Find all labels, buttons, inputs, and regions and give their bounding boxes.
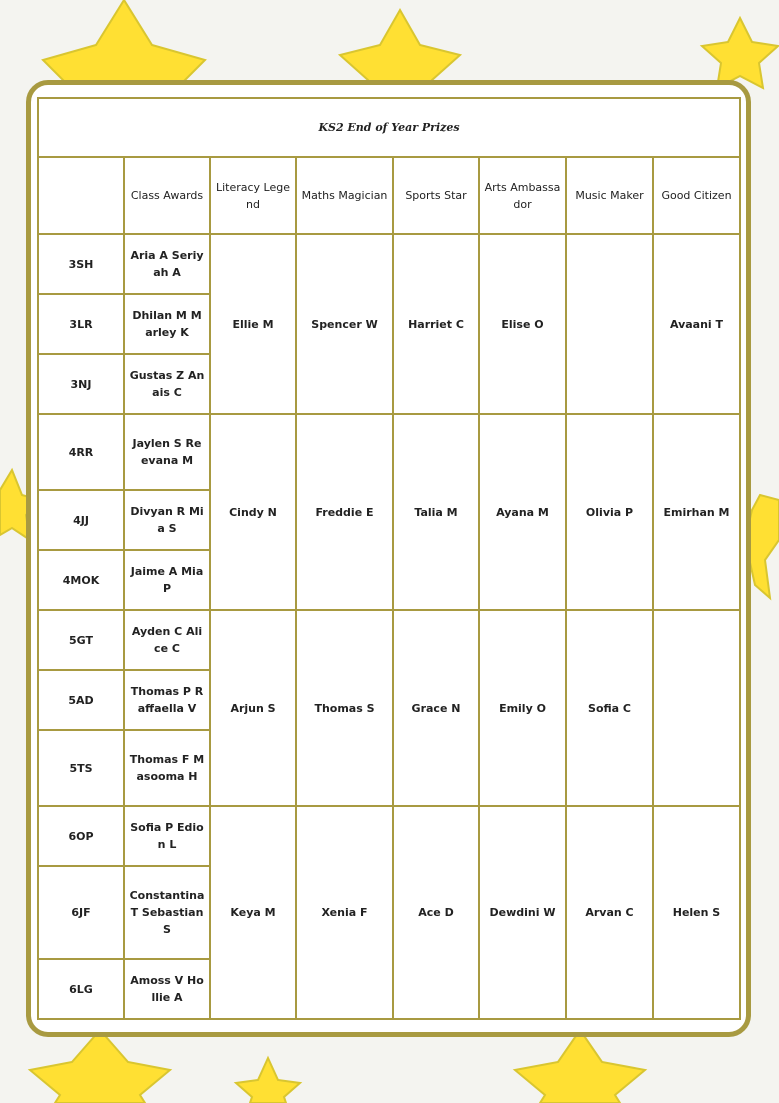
class-name: 3SH <box>38 234 124 294</box>
prize-winner-arts-ambassador: Elise O <box>479 234 566 414</box>
table-row <box>38 610 740 670</box>
prize-winner-arts-ambassador: Emily O <box>479 610 566 806</box>
header-class-awards: Class Awards <box>124 157 210 234</box>
prize-winner-arts-ambassador: Ayana M <box>479 414 566 610</box>
prize-winner-good-citizen <box>653 610 740 806</box>
star-icon <box>515 1030 645 1103</box>
prize-winner-sports-star: Grace N <box>393 610 479 806</box>
prize-winner-good-citizen: Avaani T <box>653 234 740 414</box>
class-award-names: Divyan R Mia S <box>124 490 210 550</box>
class-name: 6JF <box>38 866 124 959</box>
class-name: 5AD <box>38 670 124 730</box>
prize-winner-good-citizen: Helen S <box>653 806 740 1019</box>
header-sports-star: Sports Star <box>393 157 479 234</box>
header-arts-ambassador: Arts Ambassador <box>479 157 566 234</box>
class-name: 5GT <box>38 610 124 670</box>
star-icon <box>236 1058 300 1103</box>
class-award-names: Gustas Z Anais C <box>124 354 210 414</box>
prizes-table <box>37 97 741 1020</box>
star-icon <box>30 1030 170 1103</box>
prize-winner-literacy-legend: Arjun S <box>210 610 296 806</box>
page-title: KS2 End of Year Prizes <box>38 98 740 157</box>
prize-winner-literacy-legend: Keya M <box>210 806 296 1019</box>
prize-winner-music-maker: Arvan C <box>566 806 653 1019</box>
header-good-citizen: Good Citizen <box>653 157 740 234</box>
prize-winner-maths-magician: Xenia F <box>296 806 393 1019</box>
class-name: 3NJ <box>38 354 124 414</box>
table-row <box>38 806 740 866</box>
class-name: 4JJ <box>38 490 124 550</box>
prize-winner-arts-ambassador: Dewdini W <box>479 806 566 1019</box>
prize-winner-sports-star: Talia M <box>393 414 479 610</box>
class-award-names: Jaylen S Reevana M <box>124 414 210 490</box>
class-award-names: Thomas F Masooma H <box>124 730 210 806</box>
prize-winner-maths-magician: Spencer W <box>296 234 393 414</box>
class-award-names: Thomas P Raffaella V <box>124 670 210 730</box>
star-icon <box>702 18 778 88</box>
prize-winner-music-maker: Sofia C <box>566 610 653 806</box>
header-maths-magician: Maths Magician <box>296 157 393 234</box>
header-row <box>38 157 740 234</box>
prize-winner-maths-magician: Thomas S <box>296 610 393 806</box>
prize-winner-music-maker <box>566 234 653 414</box>
class-name: 5TS <box>38 730 124 806</box>
class-award-names: Sofia P Edion L <box>124 806 210 866</box>
header-music-maker: Music Maker <box>566 157 653 234</box>
class-name: 4RR <box>38 414 124 490</box>
prize-winner-sports-star: Ace D <box>393 806 479 1019</box>
class-award-names: Ayden C Alice C <box>124 610 210 670</box>
prize-winner-sports-star: Harriet C <box>393 234 479 414</box>
class-award-names: Aria A Seriyah A <box>124 234 210 294</box>
prize-winner-literacy-legend: Ellie M <box>210 234 296 414</box>
prize-winner-literacy-legend: Cindy N <box>210 414 296 610</box>
table-row <box>38 414 740 490</box>
class-award-names: Dhilan M Marley K <box>124 294 210 354</box>
prize-winner-maths-magician: Freddie E <box>296 414 393 610</box>
prize-winner-music-maker: Olivia P <box>566 414 653 610</box>
corner-cell <box>38 157 124 234</box>
class-name: 4MOK <box>38 550 124 610</box>
class-name: 3LR <box>38 294 124 354</box>
table-row <box>38 234 740 294</box>
class-name: 6OP <box>38 806 124 866</box>
header-literacy-legend: Literacy Legend <box>210 157 296 234</box>
class-award-names: Amoss V Hollie A <box>124 959 210 1019</box>
class-award-names: Jaime A Mia P <box>124 550 210 610</box>
class-award-names: Constantina T Sebastian S <box>124 866 210 959</box>
prize-winner-good-citizen: Emirhan M <box>653 414 740 610</box>
class-name: 6LG <box>38 959 124 1019</box>
